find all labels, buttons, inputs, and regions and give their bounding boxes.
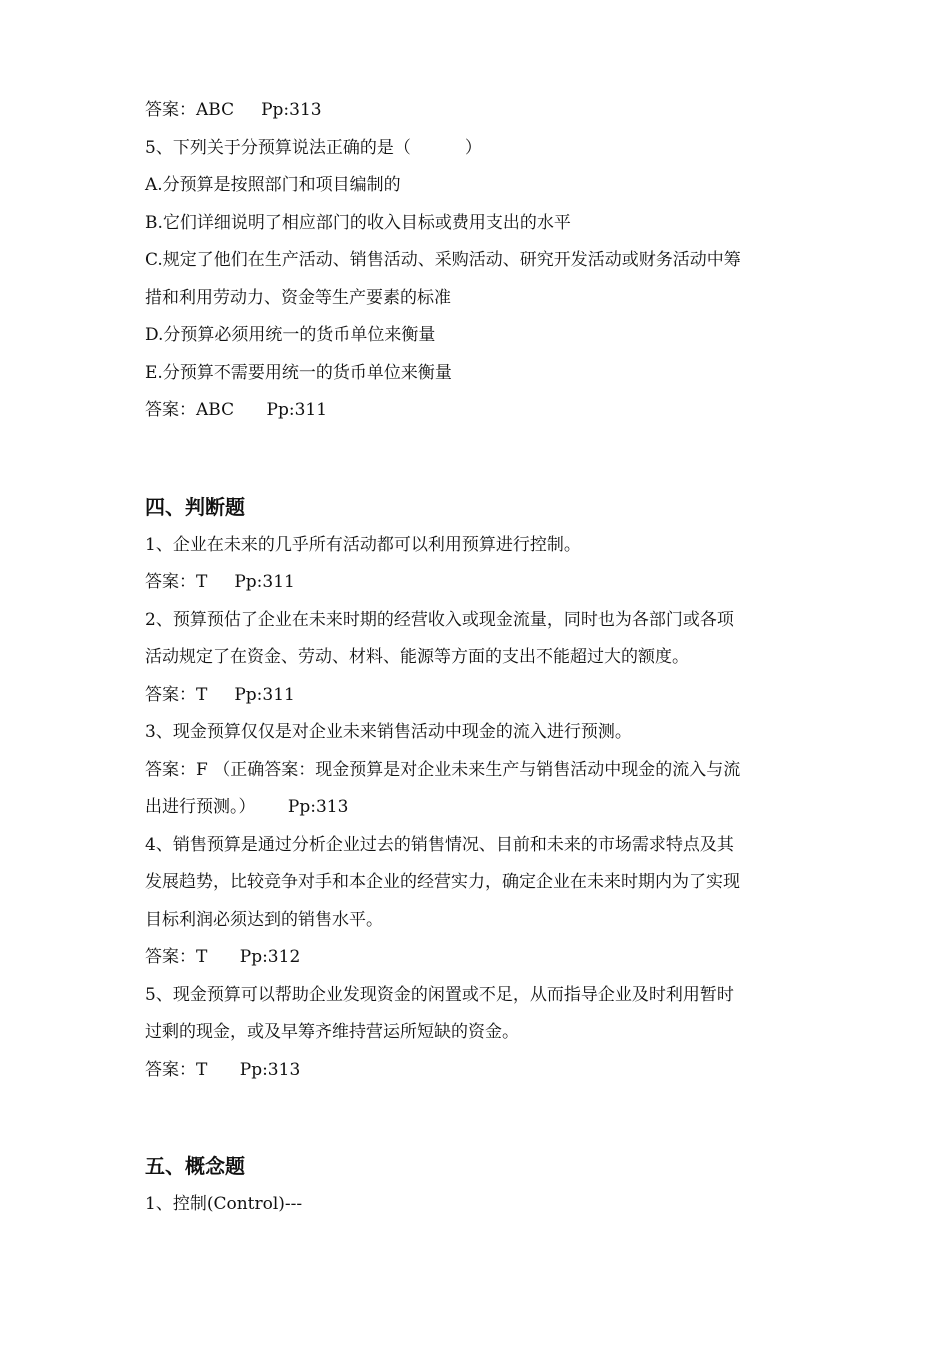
option-c: C.规定了他们在生产活动、销售活动、采购活动、研究开发活动或财务活动中筹	[145, 250, 741, 270]
answer-line: 答案：T Pp:311	[145, 684, 295, 705]
question-text: 5、现金预算可以帮助企业发现资金的闲置或不足，从而指导企业及时利用暂时	[145, 984, 734, 1005]
answer-line: 答案：T Pp:311	[145, 572, 295, 592]
question-text: 3、现金预算仅仅是对企业未来销售活动中现金的流入进行预测。	[145, 722, 632, 742]
document-page	[145, 92, 815, 1224]
section-true-false	[145, 487, 815, 1090]
section-gap	[145, 430, 815, 487]
option-d: D.分预算必须用统一的货币单位来衡量	[145, 325, 436, 345]
answer-line: 答案：T Pp:312	[145, 947, 301, 967]
question-text: 5、下列关于分预算说法正确的是（ ）	[145, 137, 482, 158]
option-b: B.它们详细说明了相应部门的收入目标或费用支出的水平	[145, 212, 571, 233]
section-title: 四、判断题	[145, 494, 245, 519]
section-concepts	[145, 1146, 815, 1224]
question-text: 1、企业在未来的几乎所有活动都可以利用预算进行控制。	[145, 534, 581, 555]
answer-line: 答案：ABC Pp:311	[145, 400, 328, 420]
answer-line: 答案：ABC Pp:313	[145, 100, 322, 120]
question-text-continued: 活动规定了在资金、劳动、材料、能源等方面的支出不能超过大的额度。	[145, 647, 689, 667]
option-e: E.分预算不需要用统一的货币单位来衡量	[145, 362, 452, 383]
answer-line: 答案：T Pp:313	[145, 1059, 301, 1080]
concept-item: 1、控制(Control)---	[145, 1194, 303, 1214]
question-text-continued: 过剩的现金，或及早筹齐维持营运所短缺的资金。	[145, 1022, 519, 1042]
option-c-continued: 措和利用劳动力、资金等生产要素的标准	[145, 287, 451, 308]
question-text-continued: 发展趋势，比较竞争对手和本企业的经营实力，确定企业在未来时期内为了实现	[145, 872, 740, 892]
answer-line-continued: 出进行预测。） Pp:313	[145, 797, 349, 817]
option-a: A.分预算是按照部门和项目编制的	[145, 175, 401, 195]
question-text: 2、预算预估了企业在未来时期的经营收入或现金流量，同时也为各部门或各项	[145, 609, 734, 630]
section-gap	[145, 1089, 815, 1146]
question-text-continued: 目标利润必须达到的销售水平。	[145, 909, 383, 930]
answer-line: 答案：F （正确答案：现金预算是对企业未来生产与销售活动中现金的流入与流	[145, 759, 741, 780]
question-text: 4、销售预算是通过分析企业过去的销售情况、目前和未来的市场需求特点及其	[145, 834, 734, 855]
section-title: 五、概念题	[145, 1154, 245, 1178]
question-block-5	[145, 92, 815, 430]
